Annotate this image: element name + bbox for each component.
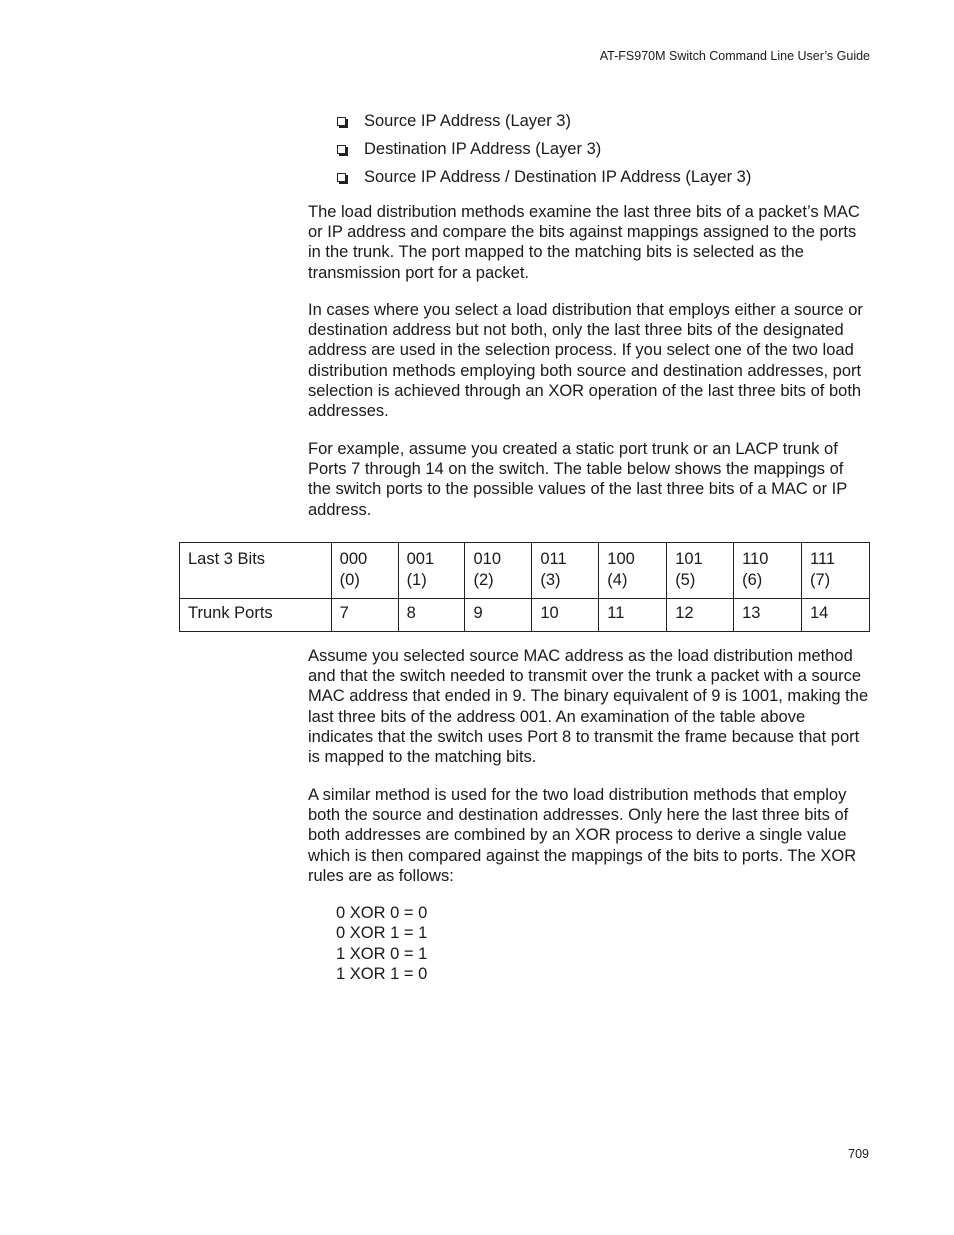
row-header: Last 3 Bits: [180, 543, 332, 599]
port-cell: 13: [734, 599, 802, 632]
table-cell: [802, 543, 870, 599]
bits-binary: 111: [810, 550, 836, 568]
paragraph: Assume you selected source MAC address as the load distribution method and that the switch needed to transmit over the trunk a packet with a source MAC address that ended in 9. The binary equivalent of 9 is 1001, making the last three bits of the address 001. An examination of the table above indicates that the switch uses Port 8 to transmit the frame because that port is mapped to the matching bits.: [308, 647, 869, 767]
port-cell: 10: [532, 599, 599, 632]
port-cell: 9: [465, 599, 532, 632]
table-row: [180, 543, 870, 599]
xor-rule: 1 XOR 0 = 1: [336, 944, 428, 963]
table-cell: [599, 543, 667, 599]
port-cell: 8: [398, 599, 465, 632]
paragraph: The load distribution methods examine the last three bits of a packet’s MAC or IP address and compare the bits against mappings assigned to the ports in the trunk. The port mapped to the matching bits is selected as the transmission port for a packet.: [308, 203, 860, 282]
port-cell: 12: [667, 599, 734, 632]
paragraph: For example, assume you created a static port trunk or an LACP trunk of Ports 7 through 14 on the switch. The table below shows the mappings of the switch ports to the possible values of the last three bits of a MAC or IP address.: [308, 440, 847, 519]
bullet-text: Source IP Address (Layer 3): [364, 112, 571, 130]
bits-binary: 010: [473, 550, 501, 568]
bits-decimal: (7): [810, 571, 831, 589]
table-cell: [532, 543, 599, 599]
paragraph: A similar method is used for the two load distribution methods that employ both the source and destination addresses. Only here the last three bits of both addresses are combined by an XOR process to derive a single value which is then compared against the mappings of the bits to ports. The XOR rules are as follows:: [308, 786, 857, 885]
bits-binary: 100: [607, 550, 635, 568]
bits-decimal: (1): [406, 571, 427, 589]
table-cell: [667, 543, 734, 599]
xor-rule: 0 XOR 1 = 1: [336, 924, 428, 943]
bits-binary: 101: [675, 550, 703, 568]
bullet-text: Source IP Address / Destination IP Address (Layer 3): [364, 168, 752, 186]
bits-decimal: (4): [607, 571, 628, 589]
bits-decimal: (3): [540, 571, 561, 589]
bits-decimal: (2): [473, 571, 494, 589]
bullet-item: [336, 107, 751, 135]
xor-rules: [336, 903, 427, 984]
port-cell: 14: [802, 599, 870, 632]
table-cell: [398, 543, 465, 599]
table-cell: [734, 543, 802, 599]
table-cell: [465, 543, 532, 599]
port-cell: 11: [599, 599, 667, 632]
bits-decimal: (6): [742, 571, 763, 589]
bullet-list: [336, 107, 751, 191]
table-cell: [331, 543, 398, 599]
xor-rule: 0 XOR 0 = 0: [336, 904, 428, 922]
bullet-text: Destination IP Address (Layer 3): [364, 140, 602, 158]
bullet-item: [336, 135, 751, 163]
bits-binary: 110: [742, 550, 769, 568]
bits-binary: 011: [540, 550, 567, 568]
checkbox-bullet-icon: [337, 145, 346, 154]
table-row: [180, 599, 870, 632]
bits-binary: 001: [406, 550, 435, 568]
bits-binary: 000: [339, 550, 368, 568]
bits-decimal: (5): [675, 571, 696, 589]
paragraph: In cases where you select a load distribution that employs either a source or destination address but not both, only the last three bits of the designated address are used in the selection process. If you select one of the two load distribution methods employing both source and destination addresses, port selection is achieved through an XOR operation of the last three bits of both addresses.: [308, 301, 863, 421]
running-header: AT-FS970M Switch Command Line User’s Guide: [599, 49, 870, 63]
bits-decimal: (0): [339, 571, 360, 589]
checkbox-bullet-icon: [337, 117, 346, 126]
bullet-item: [336, 163, 751, 191]
xor-rule: 1 XOR 1 = 0: [336, 964, 428, 983]
page-number: 709: [848, 1147, 869, 1161]
row-header: Trunk Ports: [180, 599, 332, 632]
checkbox-bullet-icon: [337, 173, 346, 182]
bit-mapping-table: [179, 542, 870, 632]
port-cell: 7: [331, 599, 398, 632]
